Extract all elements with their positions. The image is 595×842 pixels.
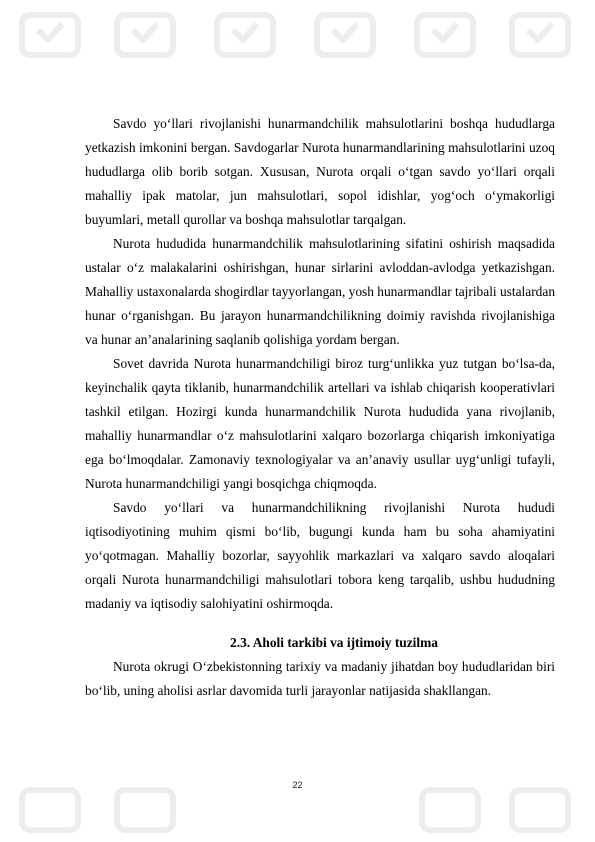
body-paragraph: Savdo yo‘llari rivojlanishi hunarmandchilik mahsulotlarini boshqa hududlarga yetkazish imkonini bergan. Savdogarlar Nurota hunarmandlarining mahsulotlarini uzoq hududlarga olib borib sotgan. Xususan, Nurota orqali o‘tgan savdo yo‘llari orqali mahalliy ipak matolar, jun mahsulotlari, sopol idishlar, yog‘och o‘ymakorligi buyumlari, metall qurollar va boshqa mahsulotlar tarqalgan. xyxy=(85,116,555,227)
watermark-icon xyxy=(22,15,78,55)
body-paragraph: Savdo yo‘llari va hunarmandchilikning rivojlanishi Nurota hududi iqtisodiyotining muhim qismi bo‘lib, bugungi kunda ham bu soha ahamiyatini yo‘qotmagan. Mahalliy bozorlar, sayyohlik markazlari va xalqaro savdo aloqalari orqali Nurota hunarmandchiligi mahsulotlari tobora keng tarqalib, ushbu hududning madaniy va iqtisodiy salohiyatini oshirmoqda. xyxy=(85,500,555,611)
watermark-icon xyxy=(22,790,78,830)
watermark-icon xyxy=(117,15,173,55)
body-paragraph: Nurota okrugi O‘zbekistonning tarixiy va madaniy jihatdan boy hududlaridan biri bo‘lib, uning aholisi asrlar davomida turli jarayonlar natijasida shakllangan. xyxy=(85,659,555,698)
watermark-icon xyxy=(512,790,568,830)
page-number: 22 xyxy=(292,780,303,790)
body-paragraph: Sovet davrida Nurota hunarmandchiligi biroz turg‘unlikka yuz tutgan bo‘lsa-da, keyinchalik qayta tiklanib, hunarmandchilik artellari va ishlab chiqarish kooperativlari tashkil etilgan. Hozirgi kunda hunarmandchilik Nurota hududida yana rivojlanib, mahalliy hunarmandlar o‘z mahsulotlarini xalqaro bozorlarga chiqarish imkoniyatiga ega bo‘lmoqdalar. Zamonaviy texnologiyalar va an’anaviy usullar uyg‘unligi tufayli, Nurota hunarmandchiligi yangi bosqichga chiqmoqda. xyxy=(85,356,555,491)
watermark-icon xyxy=(417,15,473,55)
section-heading: 2.3. Aholi tarkibi va ijtimoiy tuzilma xyxy=(230,635,438,650)
watermark-icon xyxy=(317,15,373,55)
watermark-icon xyxy=(512,15,568,55)
document-body xyxy=(85,112,555,703)
watermark-icon xyxy=(117,790,173,830)
body-paragraph: Nurota hududida hunarmandchilik mahsulotlarining sifatini oshirish maqsadida ustalar o‘z malakalarini oshirishgan, hunar sirlarini avloddan-avlodga yetkazishgan. Mahalliy ustaxonalarda shogirdlar tayyorlangan, yosh hunarmandlar tajribali ustalardan hunar o‘rganishgan. Bu jarayon hunarmandchilikning doimiy ravishda rivojlanishiga va hunar an’analarining saqlanib qolishiga yordam bergan. xyxy=(85,236,556,347)
watermark-icon xyxy=(422,790,478,830)
watermark-icon xyxy=(217,15,273,55)
